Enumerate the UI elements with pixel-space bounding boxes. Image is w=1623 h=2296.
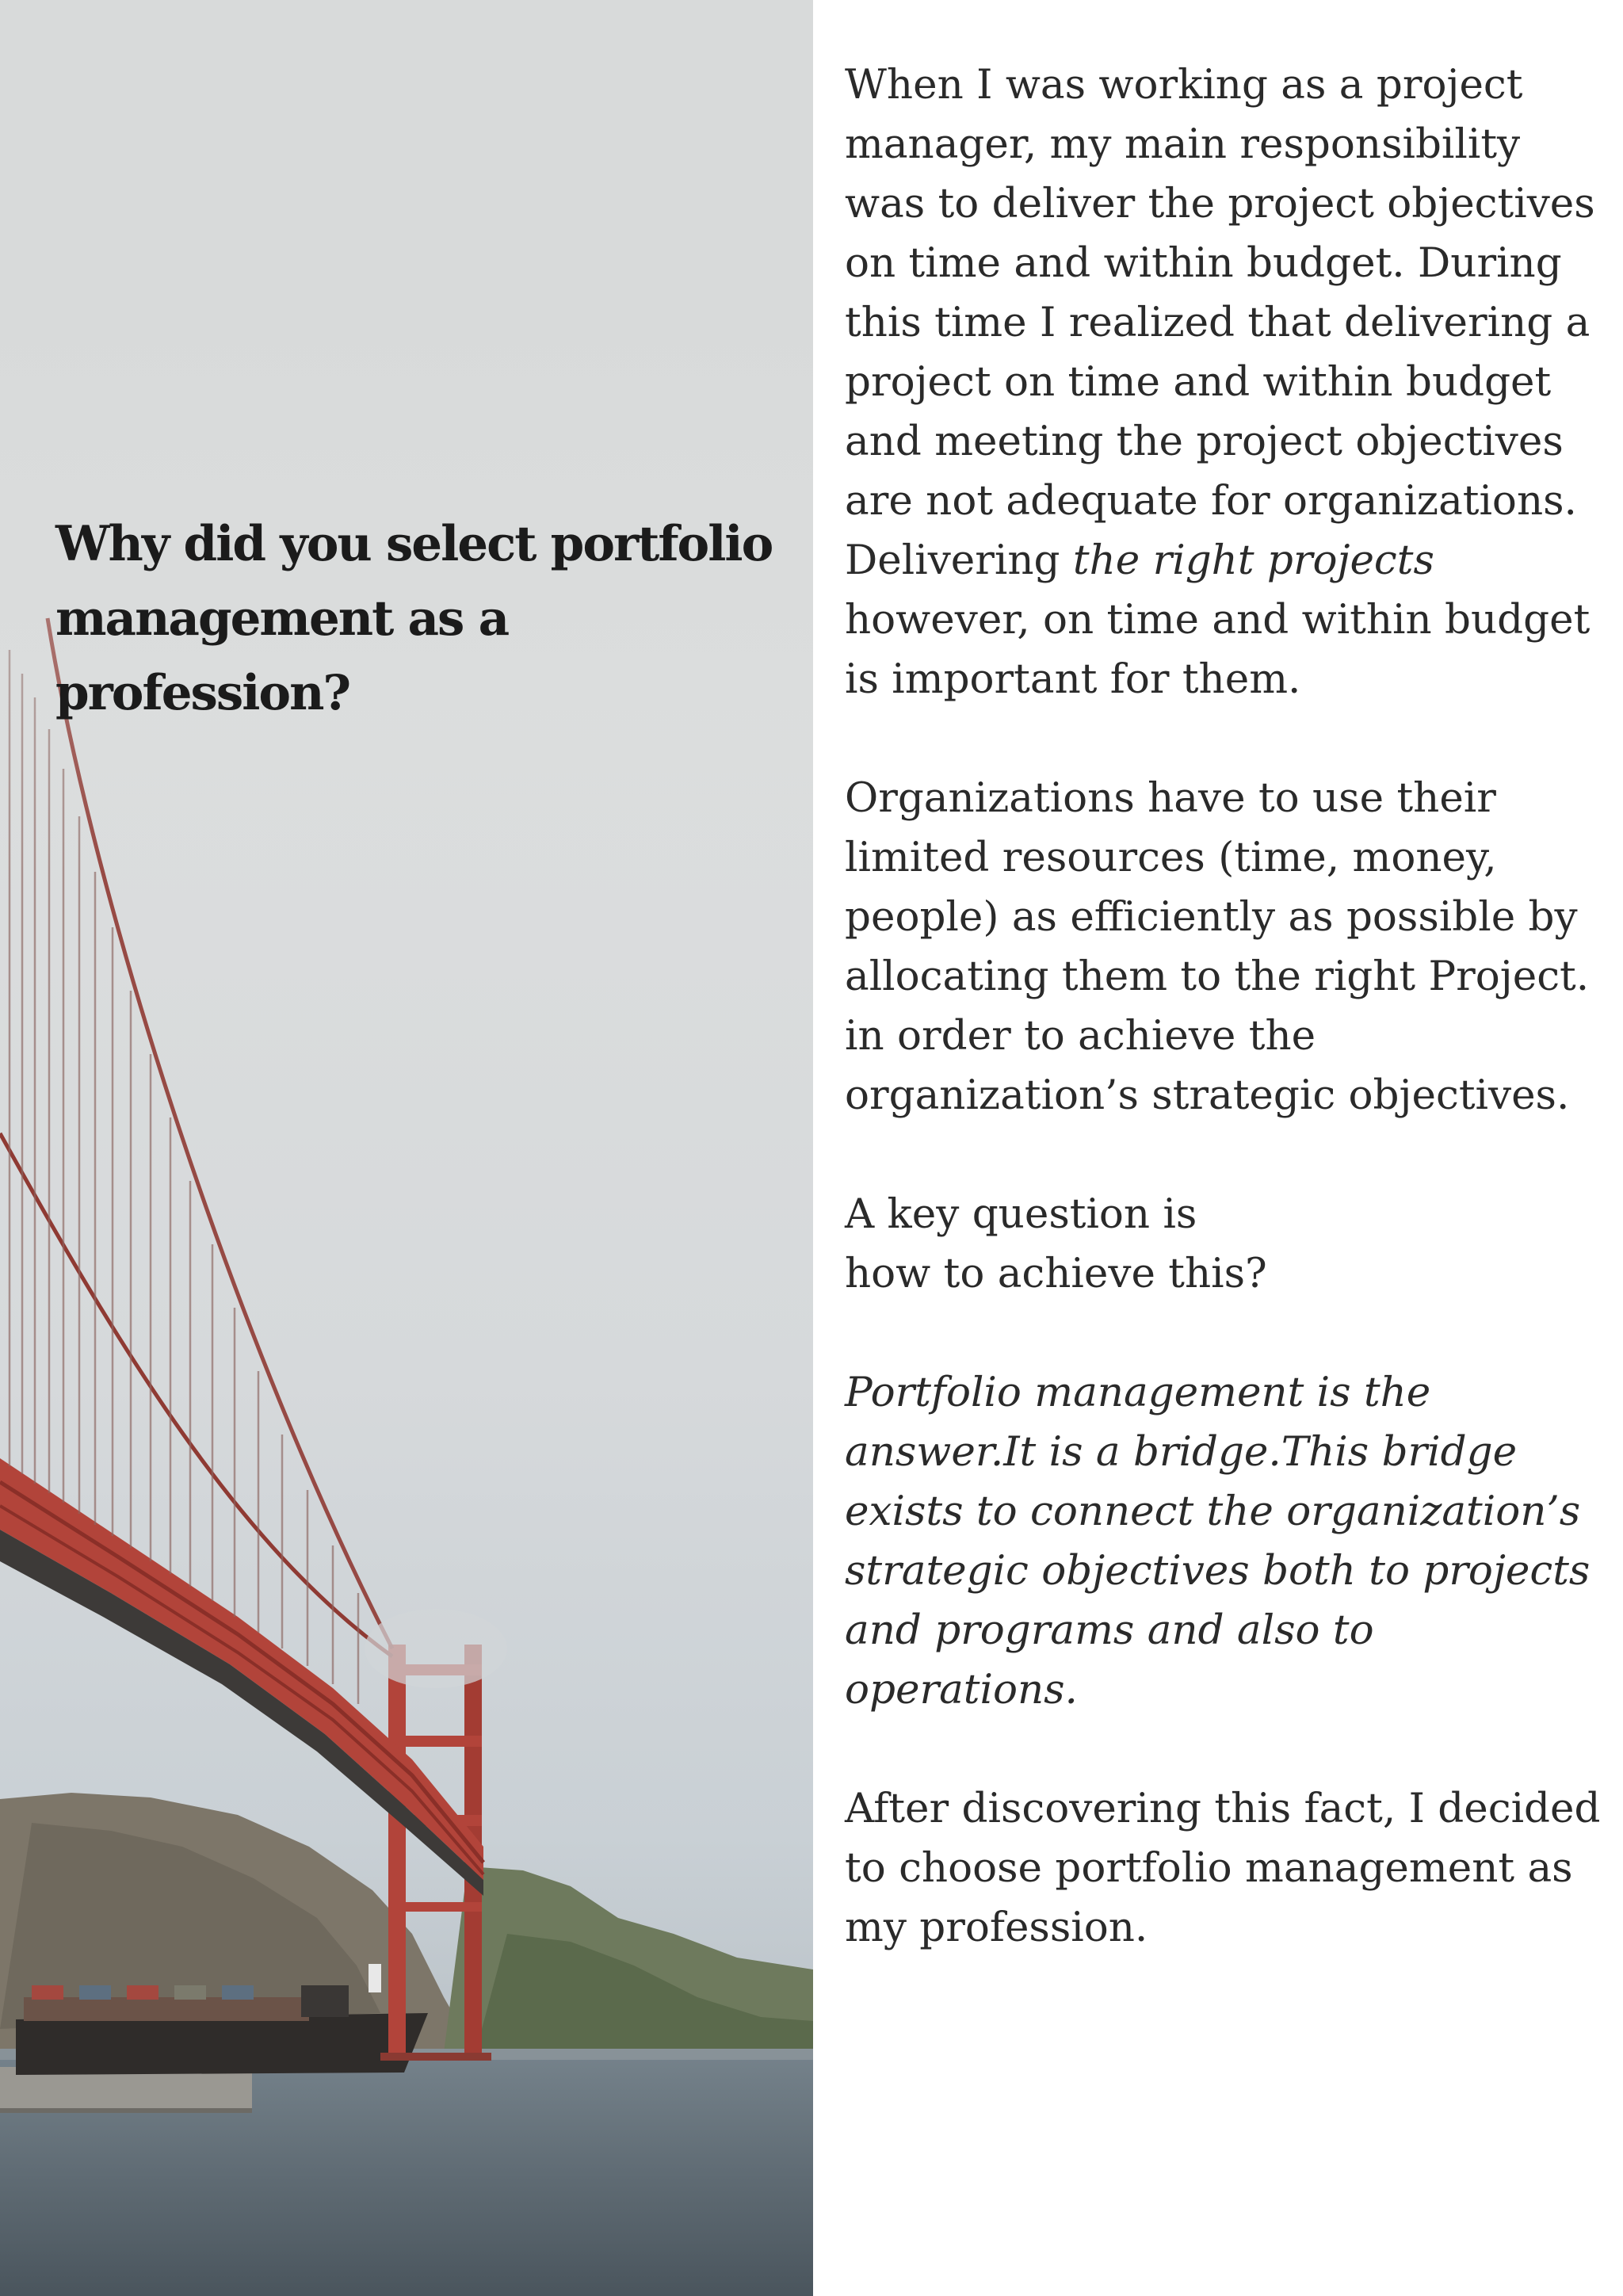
answer-paragraph-5: After discovering this fact, I decided to choose portfolio management as my profession.	[845, 1785, 1601, 1951]
right-projects-emphasis: the right projects	[1072, 537, 1434, 584]
answer-paragraph-1-end: however, on time and within budget is important for them.	[845, 596, 1591, 703]
answer-paragraph-2: Organizations have to use their limited resources (time, money, people) as efficiently as possible by allocating them to the right Project. in order to achieve the organization’s strategic objectives.	[845, 774, 1590, 1119]
answer-column	[845, 55, 1606, 2017]
key-question-line-2: how to achieve this?	[845, 1250, 1267, 1297]
answer-paragraph-1-start: When I was working as a project manager, my main responsibility was to deliver the project objectives on time and within budget. During this time I realized that delivering a project on time and within budget and meeting the project objectives are not adequate for organizations. Delivering	[845, 61, 1595, 584]
heading-line-1: Why did you select portfolio	[55, 516, 773, 572]
key-question-line-1: A key question is	[845, 1190, 1197, 1238]
portfolio-bridge-statement: Portfolio management is the answer.It is a bridge.This bridge exists to connect the organization’s strategic objectives both to projects and programs and also to operations.	[845, 1369, 1591, 1713]
answer-paragraph-1	[845, 55, 1606, 709]
question-heading	[55, 507, 800, 731]
answer-paragraph-4	[845, 1363, 1606, 1720]
answer-paragraph-3	[845, 1185, 1606, 1304]
heading-line-2: management as a profession?	[55, 590, 509, 721]
